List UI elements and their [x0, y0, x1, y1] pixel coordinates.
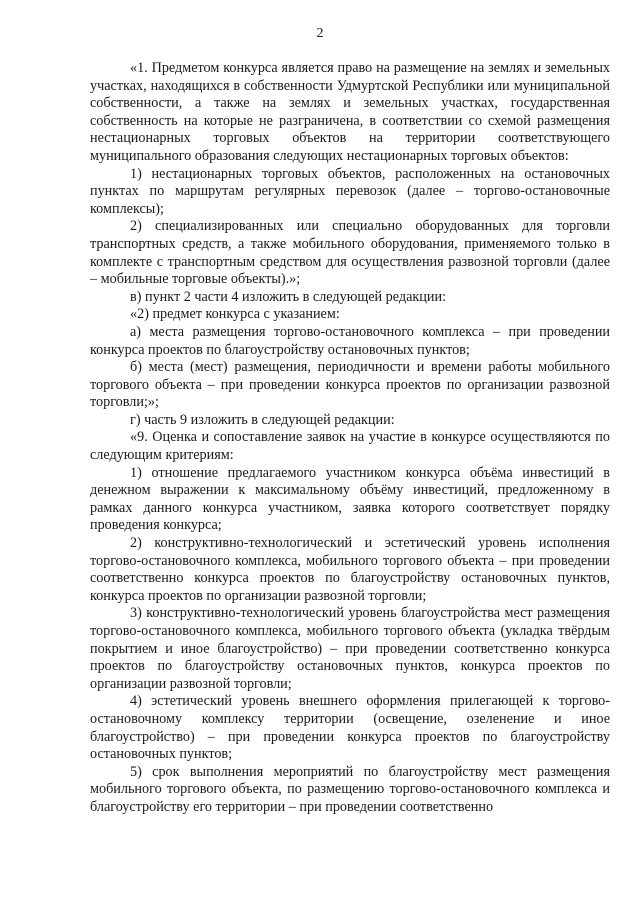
paragraph-amendment-g: г) часть 9 изложить в следующей редакции: [130, 411, 395, 428]
paragraph-subject-with-indication: «2) предмет конкурса с указанием: [130, 306, 340, 323]
paragraph-criterion-5: 5) срок выполнения мероприятий по благоустройству мест размещения мобильного торгового объекта, по размещению торгово-остановочного комплекса и благоустройству его территории – при проведении соответственно [90, 763, 610, 815]
paragraph-subject-of-contest: «1. Предметом конкурса является право на размещение на землях и земельных участках, находящихся в собственности Удмуртской Республики или муниципальной собственности, а также на землях и земельных участках, государственная собственность на которые не разграничена, в соответствии со схемой размещения нестационарных торговых объектов на территории соответствующего муниципального образования следующих нестационарных торговых объектов: [90, 60, 610, 164]
document-body [90, 60, 610, 817]
paragraph-criterion-3: 3) конструктивно-технологический уровень благоустройства мест размещения торгово-остановочного комплекса, мобильного торгового объекта (укладка твёрдым покрытием и иное благоустройство) – при проведении соответственно конкурса проектов по благоустройству остановочных пунктов, конкурса проектов по организации развозной торговли; [90, 605, 610, 692]
paragraph-criterion-1: 1) отношение предлагаемого участником конкурса объёма инвестиций в денежном выражении к максимальному объёму инвестиций, предложенному в рамках данного конкурса участником, заявка которого соответствует порядку проведения конкурса; [90, 464, 610, 534]
paragraph-criterion-4: 4) эстетический уровень внешнего оформления прилегающей к торгово-остановочному комплексу территории (освещение, озеленение и иное благоустройство) – при проведении конкурса проектов по благоустройству остановочных пунктов; [90, 693, 610, 763]
paragraph-evaluation-criteria: «9. Оценка и сопоставление заявок на участие в конкурсе осуществляются по следующим критериям: [90, 429, 610, 464]
paragraph-sub-b: б) места (мест) размещения, периодичности и времени работы мобильного торгового объекта – при проведении конкурса проектов по организации развозной торговли;»; [90, 359, 610, 411]
paragraph-amendment-v: в) пункт 2 части 4 изложить в следующей редакции: [130, 288, 447, 305]
paragraph-criterion-2: 2) конструктивно-технологический и эстетический уровень исполнения торгово-остановочного комплекса, мобильного торгового объекта – при проведении соответственно конкурса проектов по благоустройству остановочных пунктов, конкурса проектов по организации развозной торговли; [90, 535, 610, 604]
paragraph-item-2-mobile-objects: 2) специализированных или специально оборудованных для торговли транспортных средств, а также мобильного оборудования, применяемого только в комплекте с транспортным средством для осуществления развозной торговли (далее – мобильные торговые объекты).»; [90, 218, 610, 288]
page-number: 2 [316, 26, 324, 41]
paragraph-sub-a: а) места размещения торгово-остановочного комплекса – при проведении конкурса проектов по благоустройству остановочных пунктов; [90, 323, 610, 358]
paragraph-item-1-bus-stop-complexes: 1) нестационарных торговых объектов, расположенных на остановочных пунктах по маршрутам регулярных перевозок (далее – торгово-остановочные комплексы); [90, 165, 610, 217]
